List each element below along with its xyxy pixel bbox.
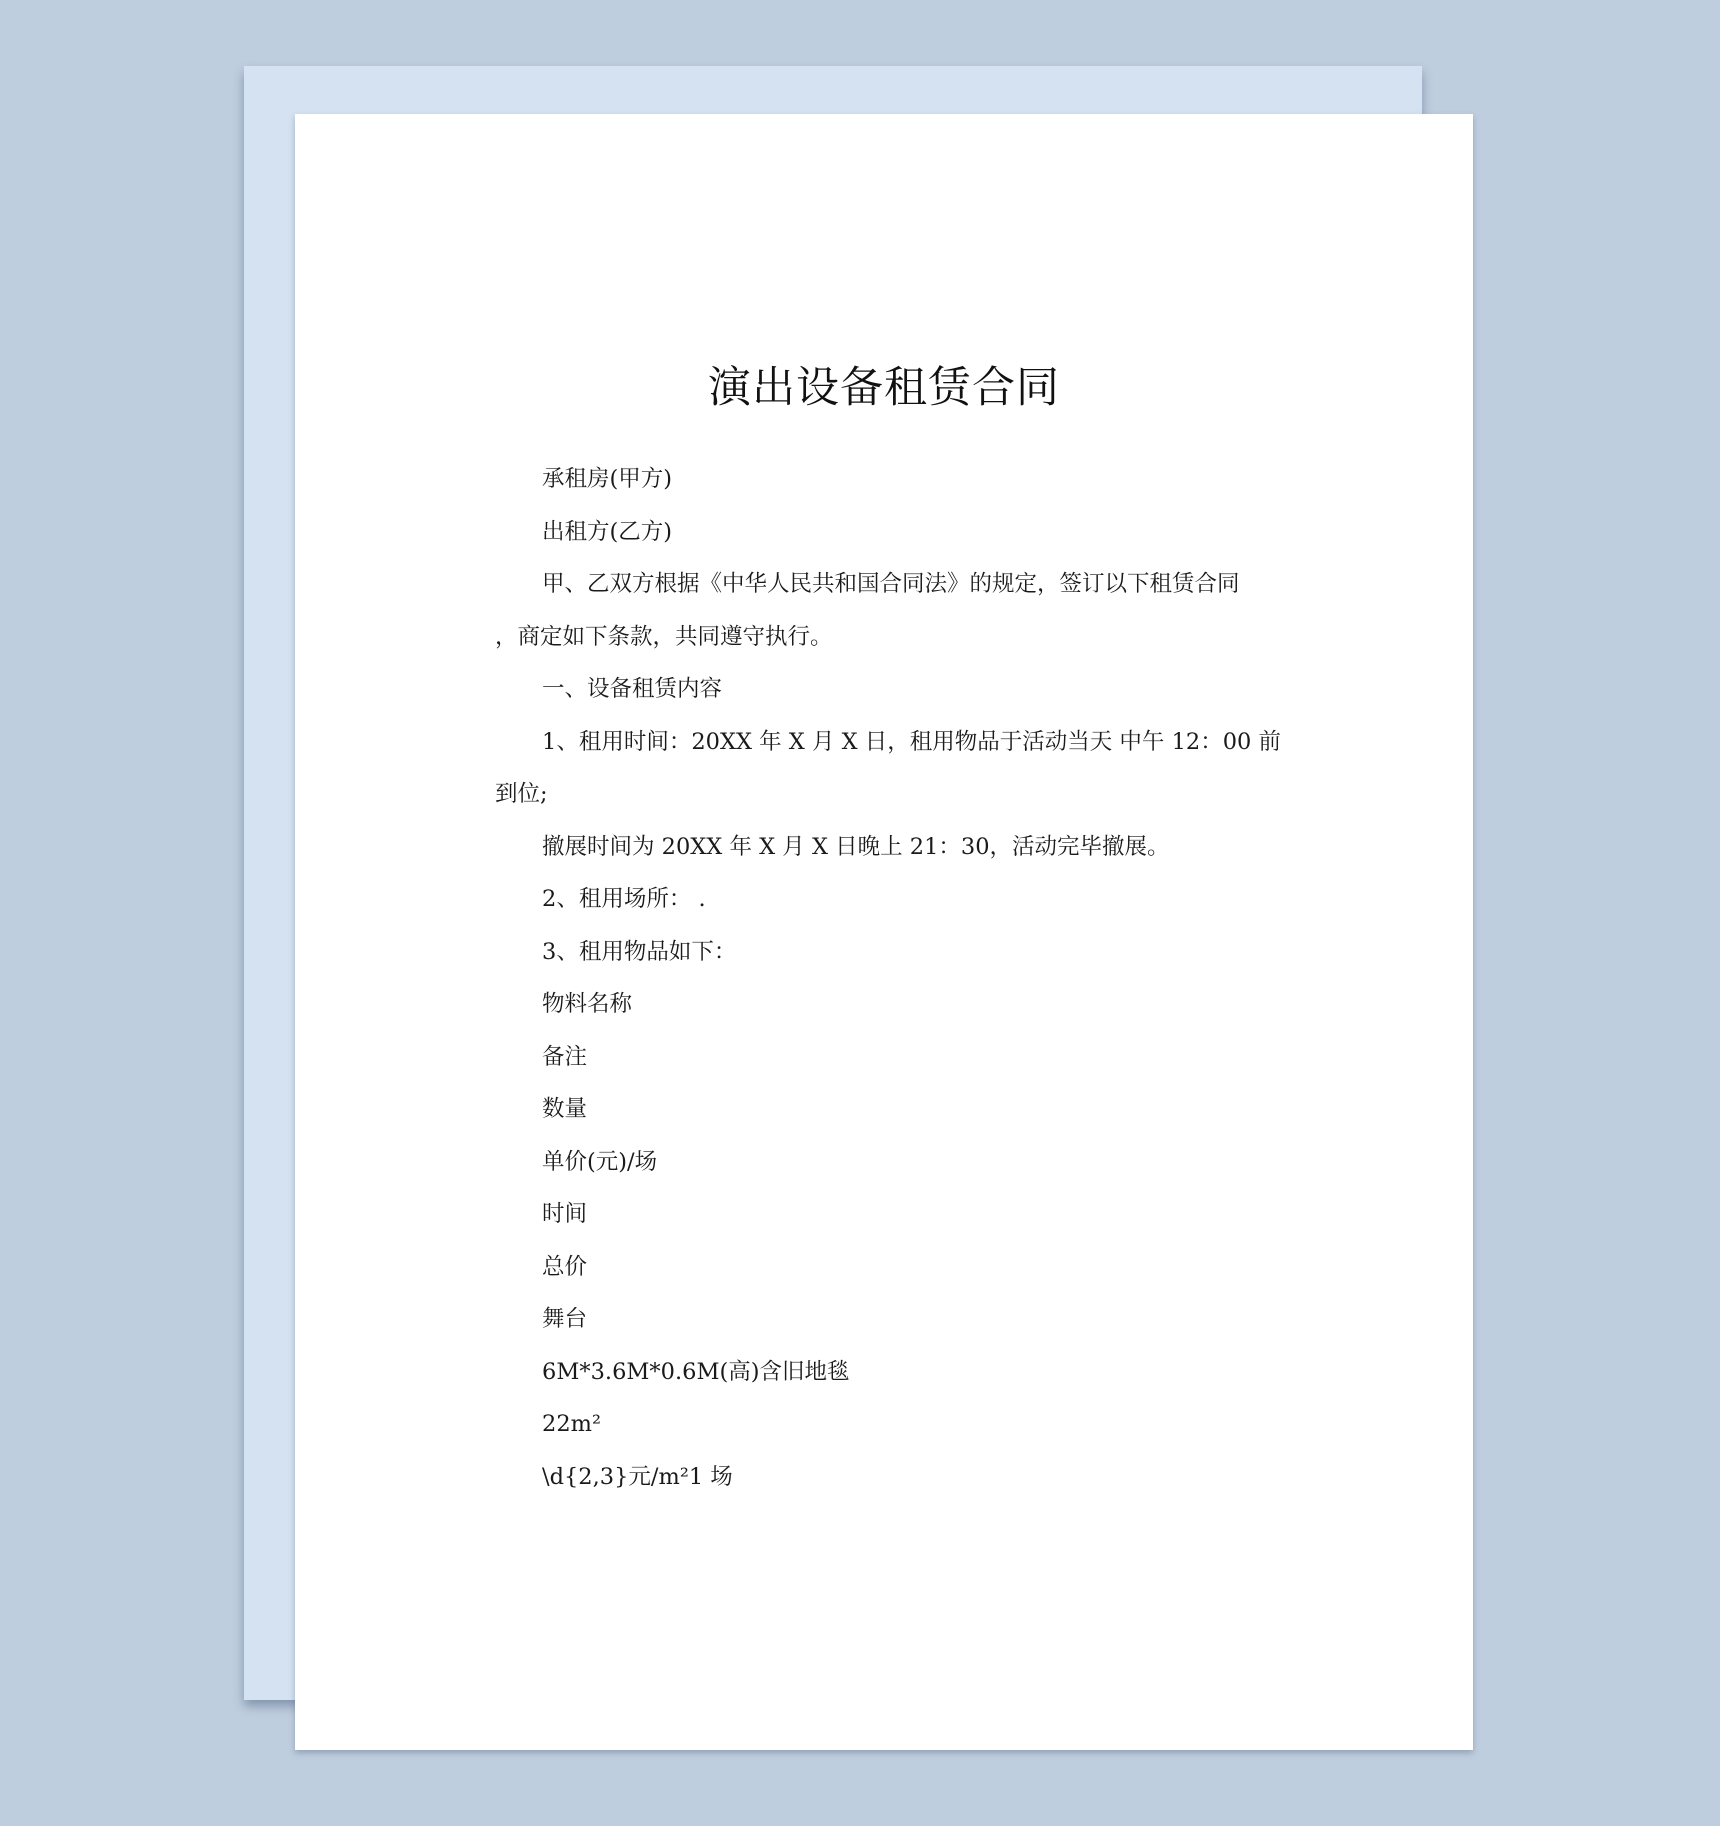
paragraph-line: 总价 — [542, 1253, 588, 1280]
paragraph-line: 6M*3.6M*0.6M(高)含旧地毯 — [542, 1358, 850, 1385]
paragraph-line: 1、租用时间：20XX 年 X 月 X 日，租用物品于活动当天 中午 12：00 前 — [542, 728, 1281, 755]
paragraph-line: \d{2,3}元/m²1 场 — [542, 1463, 733, 1490]
paragraph-line: 备注 — [542, 1043, 588, 1070]
paragraph-line: 承租房(甲方) — [542, 466, 673, 492]
paragraph-line: 22m² — [542, 1411, 601, 1437]
document-title: 演出设备租赁合同 — [708, 363, 1060, 413]
paragraph-line: ，商定如下条款，共同遵守执行。 — [495, 623, 833, 650]
paragraph-line: 撤展时间为 20XX 年 X 月 X 日晚上 21：30，活动完毕撤展。 — [542, 833, 1170, 860]
paragraph-line: 舞台 — [542, 1306, 588, 1332]
paragraph-line: 一、设备租赁内容 — [542, 676, 723, 702]
paragraph-line: 出租方(乙方) — [542, 518, 673, 545]
paragraph-line: 单价(元)/场 — [542, 1148, 658, 1175]
paragraph-line: 数量 — [542, 1096, 588, 1122]
paragraph-line: 甲、乙双方根据《中华人民共和国合同法》的规定，签订以下租赁合同 — [542, 571, 1240, 597]
document-body — [495, 453, 1281, 1503]
paragraph-line: 3、租用物品如下： — [542, 938, 737, 965]
paragraph-line: 到位; — [495, 781, 548, 807]
paragraph-line: 时间 — [542, 1201, 588, 1227]
paragraph-line: 2、租用场所： . — [542, 886, 706, 912]
paragraph-line: 物料名称 — [542, 991, 633, 1017]
document-page — [295, 114, 1473, 1750]
